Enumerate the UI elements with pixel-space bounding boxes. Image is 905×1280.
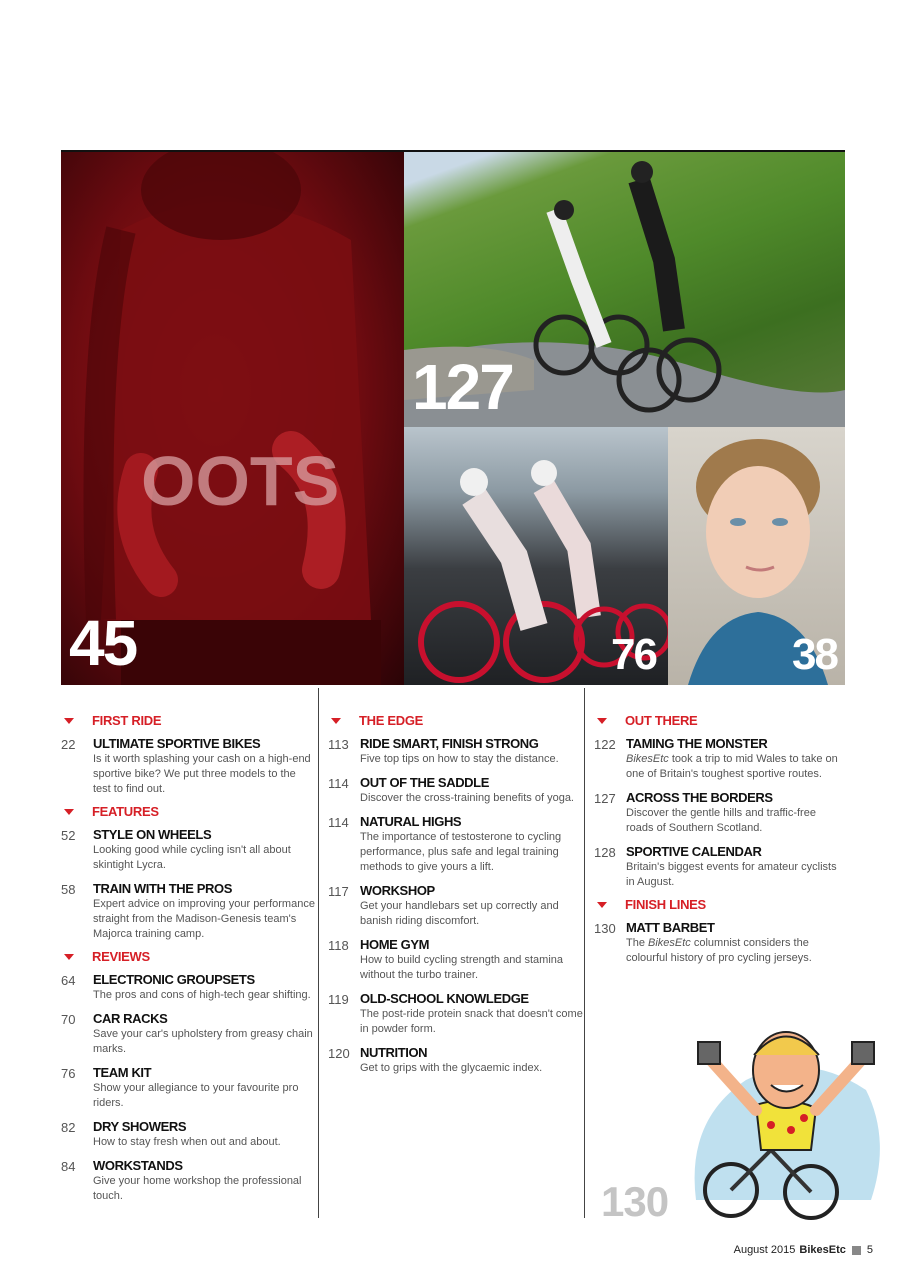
photo-portrait xyxy=(668,427,845,685)
arrow-icon xyxy=(64,809,74,815)
page-number: 122 xyxy=(594,737,616,752)
photo-cyclists-valley xyxy=(404,150,845,427)
entry-description: Britain's biggest events for amateur cyclists in August. xyxy=(626,861,837,888)
entry-description: Show your allegiance to your favourite pro riders. xyxy=(93,1082,299,1109)
photo-top-rule xyxy=(61,150,845,152)
entry-title: DRY SHOWERS xyxy=(93,1119,187,1134)
entry-description: How to stay fresh when out and about. xyxy=(93,1136,281,1148)
page-number: 114 xyxy=(328,815,349,830)
entry-title: RIDE SMART, FINISH STRONG xyxy=(360,736,539,751)
contents-entry[interactable] xyxy=(61,1065,316,1111)
column-divider xyxy=(318,688,319,1218)
page-number: 127 xyxy=(594,791,616,806)
page-number: 119 xyxy=(328,992,349,1007)
page-number: 76 xyxy=(61,1066,76,1081)
cartoon-page-number: 130 xyxy=(601,1178,669,1225)
folio-page-number: 5 xyxy=(866,1244,873,1256)
entry-title: MATT BARBET xyxy=(626,920,715,935)
entry-description: Looking good while cycling isn't all about skintight Lycra. xyxy=(93,844,291,871)
entry-title: WORKSTANDS xyxy=(93,1158,183,1173)
entry-description: Save your car's upholstery from greasy chain marks. xyxy=(93,1028,313,1055)
contents-entry[interactable] xyxy=(61,827,316,873)
section-heading: OUT THERE xyxy=(594,712,845,729)
contents-column-3 xyxy=(594,712,845,974)
entry-title: TAMING THE MONSTER xyxy=(626,736,768,751)
contents-entry[interactable] xyxy=(328,937,583,983)
page-number: 52 xyxy=(61,828,76,843)
contents-entry[interactable] xyxy=(328,775,583,806)
entry-title: CAR RACKS xyxy=(93,1011,168,1026)
page-number: 118 xyxy=(328,938,349,953)
entry-title: TEAM KIT xyxy=(93,1065,152,1080)
entry-description: Get to grips with the glycaemic index. xyxy=(360,1062,543,1074)
page-number: 130 xyxy=(594,921,616,936)
page-footer xyxy=(734,1244,873,1256)
contents-column-1 xyxy=(61,712,316,1212)
entry-description: Get your handlebars set up correctly and banish riding discomfort. xyxy=(360,900,559,927)
contents-entry[interactable] xyxy=(328,991,583,1037)
contents-entry[interactable] xyxy=(61,1158,316,1204)
page-number: 113 xyxy=(328,737,349,752)
page-number: 82 xyxy=(61,1120,76,1135)
entry-description: The importance of testosterone to cycling performance, plus safe and legal training methods to give yours a lift. xyxy=(360,831,562,873)
page-number: 114 xyxy=(328,776,349,791)
entry-description: Give your home workshop the professional touch. xyxy=(93,1175,302,1202)
entry-description: Expert advice on improving your performance straight from the Madison-Genesis team's Majorca training camp. xyxy=(93,898,315,940)
page-number: 128 xyxy=(594,845,616,860)
entry-description: BikesEtc took a trip to mid Wales to take on one of Britain's toughest sportive routes. xyxy=(626,753,838,780)
entry-description: The BikesEtc columnist considers the colourful history of pro cycling jerseys. xyxy=(626,937,812,964)
page-number: 22 xyxy=(61,737,76,752)
page-number: 64 xyxy=(61,973,76,988)
jersey-illustration xyxy=(61,150,404,685)
magazine-name: BikesEtc xyxy=(799,1244,846,1256)
section-heading: THE EDGE xyxy=(328,712,583,729)
section-heading: FINISH LINES xyxy=(594,896,845,913)
entry-title: SPORTIVE CALENDAR xyxy=(626,844,762,859)
photo-number-38: 38 xyxy=(792,630,837,679)
entry-description: The post-ride protein snack that doesn't come in powder form. xyxy=(360,1008,583,1035)
entry-title: ACROSS THE BORDERS xyxy=(626,790,773,805)
jersey-text: OOTS xyxy=(141,442,340,520)
page-number: 84 xyxy=(61,1159,76,1174)
section-heading: FEATURES xyxy=(61,803,316,820)
entry-title: OLD-SCHOOL KNOWLEDGE xyxy=(360,991,529,1006)
entry-title: HOME GYM xyxy=(360,937,430,952)
contents-entry[interactable] xyxy=(61,1119,316,1150)
entry-title: STYLE ON WHEELS xyxy=(93,827,212,842)
photo-number-45: 45 xyxy=(69,607,137,679)
contents-entry[interactable] xyxy=(328,1045,583,1076)
arrow-icon xyxy=(64,954,74,960)
contents-entry[interactable] xyxy=(594,736,845,782)
page-number: 58 xyxy=(61,882,76,897)
contents-entry[interactable] xyxy=(61,881,316,942)
entry-title: ELECTRONIC GROUPSETS xyxy=(93,972,255,987)
photo-peloton xyxy=(404,427,668,685)
arrow-icon xyxy=(331,718,341,724)
page-number: 120 xyxy=(328,1046,350,1061)
issue-date: August 2015 xyxy=(733,1244,796,1256)
contents-entry[interactable] xyxy=(594,844,845,890)
entry-title: TRAIN WITH THE PROS xyxy=(93,881,233,896)
entry-title: NATURAL HIGHS xyxy=(360,814,462,829)
entry-description: Is it worth splashing your cash on a high-end sportive bike? We put three models to the test to find out. xyxy=(93,753,311,795)
contents-entry[interactable] xyxy=(328,883,583,929)
contents-entry[interactable] xyxy=(594,790,845,836)
entry-title: OUT OF THE SADDLE xyxy=(360,775,489,790)
photo-jersey-rider xyxy=(61,150,404,685)
contents-column-2 xyxy=(328,712,583,1084)
entry-title: WORKSHOP xyxy=(360,883,435,898)
arrow-icon xyxy=(64,718,74,724)
entry-title: NUTRITION xyxy=(360,1045,428,1060)
cyclist-cartoon xyxy=(686,1000,886,1225)
contents-entry[interactable] xyxy=(594,920,845,966)
column-divider xyxy=(584,688,585,1218)
photo-number-76: 76 xyxy=(611,630,656,679)
entry-description: How to build cycling strength and stamina without the turbo trainer. xyxy=(360,954,563,981)
entry-description: Discover the cross-training benefits of yoga. xyxy=(360,792,574,804)
section-heading: REVIEWS xyxy=(61,948,316,965)
page-number: 70 xyxy=(61,1012,76,1027)
entry-title: ULTIMATE SPORTIVE BIKES xyxy=(93,736,261,751)
contents-entry[interactable] xyxy=(61,736,316,797)
entry-description: Discover the gentle hills and traffic-free roads of Southern Scotland. xyxy=(626,807,816,834)
contents-entry[interactable] xyxy=(328,736,583,767)
arrow-icon xyxy=(597,718,607,724)
section-heading: FIRST RIDE xyxy=(61,712,316,729)
contents-entry[interactable] xyxy=(61,972,316,1003)
entry-description: Five top tips on how to stay the distance. xyxy=(360,753,559,765)
entry-description: The pros and cons of high-tech gear shifting. xyxy=(93,989,311,1001)
contents-entry[interactable] xyxy=(328,814,583,875)
photo-number-127: 127 xyxy=(412,351,513,423)
separator-square-icon xyxy=(852,1246,861,1255)
page-number: 117 xyxy=(328,884,349,899)
contents-entry[interactable] xyxy=(61,1011,316,1057)
arrow-icon xyxy=(597,902,607,908)
